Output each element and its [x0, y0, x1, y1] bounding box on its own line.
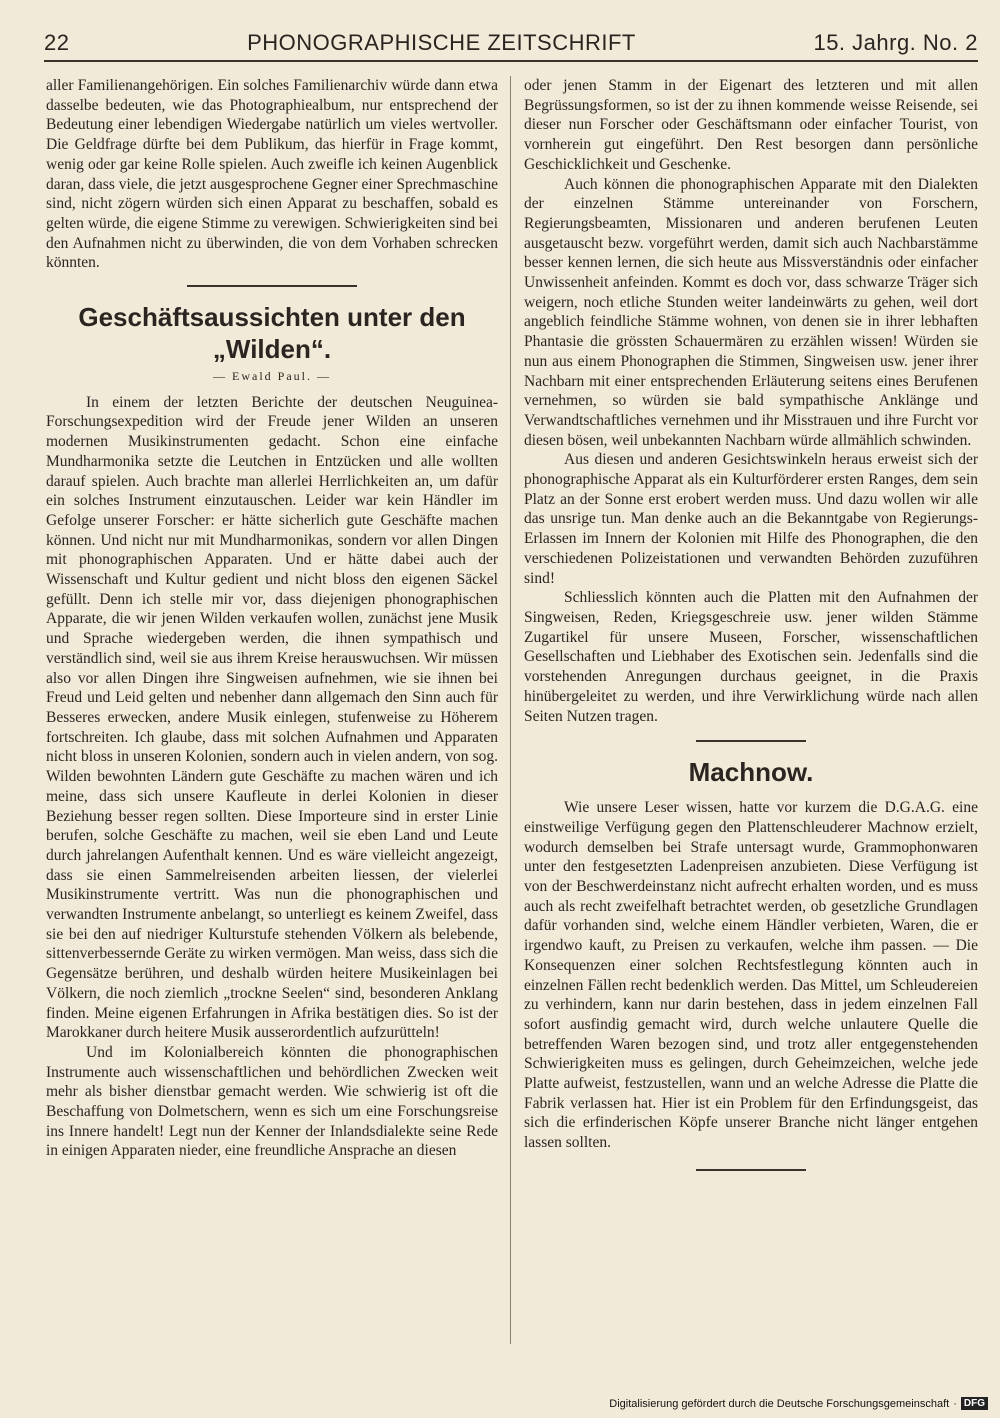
right-column	[524, 76, 978, 1171]
article-title-line1: Geschäftsaussichten unter den	[78, 302, 466, 333]
article-paragraph: In einem der letzten Berichte der deutschen Neuguinea-Forschungsexpedition wird der Freude jener Wilden an unseren modernen Musikinstrumenten gedacht. Schon eine einfache Mundharmonika setzte die Leutchen in Entzücken und alle wollten darauf spielen. Auch brachte man allerlei Herrlichkeiten an, um dafür ein solches Instrument einzutauschen. Leider war kein Händler im Gefolge unserer Forscher: er hätte sicherlich gute Geschäfte machen können. Und nicht nur mit Mundharmonikas, sondern vor allen Dingen mit phonographischen Apparaten. Und er hätte dabei auch der Wissenschaft und Kultur gedient und nicht bloss den eigenen Säckel gefüllt. Denn ich stelle mir vor, dass diejenigen phonographischen Apparate, die wir jenen Wilden verkaufen wollen, zunächst jene Musik und Sprache wiedergeben werden, die ihnen sympathisch und verständlich sind, weil sie aus ihrem Kreise herauswuchsen. Wir müssen also vor allen Dingen ihre Singweisen aufnehmen, wie sie ihnen bei Freud und Leid gelten und nebenher dann allgemach den Sinn auch für Besseres erwecken, andere Musik einlegen, stufenweise zu Höherem fortschreiten. Ich glaube, dass mit solchen Aufnahmen und Apparaten nicht bloss in unseren Kolonien, sondern auch in vielen andern, von sog. Wilden bewohnten Ländern gute Geschäfte zu machen wären und ich meine, dass sich unsere Kaufleute in derlei Kolonien in dieser Beziehung besser regen sollten. Diese Importeure sind in erster Linie berufen, solche Geschäfte zu machen, weil sie eben Land und Leute durch jahrelangen Aufenthalt kennen. Und es wäre vielleicht angezeigt, dass sie einen Sammelreisenden arbeiten liessen, der vielerlei Musikinstrumente vertritt. Was nun die phonographischen und verwandten Instrumente anbelangt, so unterliegt es keinem Zweifel, dass sie bei den auf niedriger Kulturstufe stehenden Völkern als belebende, sittenverbessernde Geräte zu wirken vermögen. Man weiss, dass sich die Gegensätze berühren, und deshalb würden heitere Musikeinlagen bei Völkern, die noch ziemlich „trockne Seelen“ sind, besonderen Anklang finden. Meine eigenen Erfahrungen in Afrika bestätigen dies. So ist der Marokkaner durch heitere Musik ausserordentlich aufzurütteln!	[46, 393, 498, 1042]
section-separator	[187, 285, 357, 287]
intro-paragraph: aller Familienangehörigen. Ein solches Familienarchiv würde dann etwa dasselbe bedeuten, wie das Photographiealbum, nur entsprechend der Bedeutung einer lebendigen Wiedergabe natürlich um vieles wertvoller. Die Geldfrage dürfte bei dem Publikum, das hierfür in Frage kommt, wenig oder gar keine Rolle spielen. Auch zweifle ich keinen Augenblick daran, dass viele, die jetzt ausgesprochene Gegner einer Sprechmaschine sind, nicht zögern würden sich einen Apparat zu beschaffen, sobald es gelten würde, die eigene Stimme zu verewigen. Schwierigkeiten sind bei den Aufnahmen nicht zu überwinden, die von dem Vorhaben schrecken könnten.	[46, 77, 498, 272]
footer-dot: ·	[953, 1397, 957, 1410]
dfg-logo-icon: DFG	[961, 1397, 988, 1410]
footer-text: Digitalisierung gefördert durch die Deutsche Forschungsgemeinschaft	[609, 1397, 950, 1410]
column-divider	[510, 76, 511, 1344]
digitization-footer	[609, 1397, 988, 1410]
article-paragraph: Schliesslich könnten auch die Platten mit den Aufnahmen der Singweisen, Reden, Kriegsgeschreie usw. jener wilden Stämme Zugartikel für unsere Museen, Forscher, wissenschaftlichen Gesellschaften und Liebhaber des Exotischen sein. Jedenfalls sind die vorstehenden Anregungen durchaus geeignet, in die Praxis hinübergeleitet zu werden, und ihre Verwirklichung würde nach allen Seiten Nutzen tragen.	[524, 589, 978, 725]
section-separator	[696, 740, 806, 742]
article-title-line2: „Wilden“.	[212, 334, 332, 365]
article-paragraph: Wie unsere Leser wissen, hatte vor kurzem die D.G.A.G. eine einstweilige Verfügung gegen den Plattenschleuderer Machnow erzielt, wodurch demselben bei Strafe untersagt wurde, Grammophonwaren unter den festgesetzten Ladenpreisen anzubieten. Diese Verfügung ist von der Beschwerdeinstanz nicht aufrecht erhalten worden, und es muss auch als recht zweifelhaft betrachtet werden, ob gesetzliche Grundlagen dafür vorhanden sind, welche einem Händler verbieten, Waren, die er irgendwo kauft, zu Preisen zu verkaufen, welche ihm passen. — Die Konsequenzen einer solchen Rechtsfestlegung könnten auch in einzelnen Fällen recht bedenklich werden. Das Mittel, um Schleudereien zu verhindern, kann nur darin bestehen, dass in jedem einzelnen Fall sofort ausfindig gemacht wird, durch welche unlautere Quelle die betreffenden Waren bezogen sind, und trotz aller entgegenstehenden Schwierigkeiten muss es gelingen, durch Geheimzeichen, welche jede Platte aufweist, festzustellen, wann und an welche Adresse die Platte die Fabrik verlassen hat. Hier ist ein Problem für den Erfindungsgeist, das sich die erfinderischen Köpfe unserer Branche nicht länger entgehen lassen sollten.	[524, 799, 978, 1152]
article-paragraph: Auch können die phonographischen Apparate mit den Dialekten der einzelnen Stämme untereinander von Forschern, Regierungsbeamten, Missionaren und anderen berufenen Leuten ausgetauscht bezw. vorgeführt werden, damit sich auch Nachbarstämme besser kennen lernen, die sich heute aus Missverständnis oder einfacher Unwissenheit anfeinden. Kommt es doch vor, dass schwarze Träger sich weigern, noch etliche Stunden weiter landeinwärts zu gehen, weil dort angeblich feindliche Stämme wohnen, von denen sie in ihrer lebhaften Phantasie die grössten Schauermären zu erzählen wissen! Würden sie nun aus einem Phonographen die Stimmen, Singweisen usw. jener ihrer Nachbarn mit einer entsprechenden Erläuterung seitens eines Berufenen vernehmen, so würden sie bald sympathische Anklänge und Verwandtschaftliches vernehmen und ihr Misstrauen und ihre Furcht vor diesen bösen, weil unbekannten Nachbarn würde allmählich schwinden.	[524, 175, 978, 449]
article2-title: Machnow.	[688, 757, 814, 788]
issue-label: 15. Jahrg. No. 2	[813, 30, 978, 55]
page-number: 22	[44, 30, 70, 55]
article-paragraph: Und im Kolonialbereich könnten die phonographischen Instrumente auch wissenschaftlichen und behördlichen Zwecken weit mehr als bisher dienstbar gemacht werden. Wie schwierig ist oft die Beschaffung von Dolmetschern, wenn es sich um eine Forschungsreise ins Innere handelt! Legt nun der Kenner der Inlandsdialekte seine Rede in einigen Apparaten nieder, eine freundliche Ansprache an diesen	[46, 1043, 498, 1160]
end-separator	[696, 1169, 806, 1171]
article-paragraph: Aus diesen und anderen Gesichtswinkeln heraus erweist sich der phonographische Apparat als ein Kulturförderer ersten Ranges, dem sein Platz an der Sonne erst erobert werden muss. Und dazu wollen wir alle das unsrige tun. Man denke auch an die Bekanntgabe von Regierungs-Erlassen im Innern der Kolonien mit Hilfe des Phonographen, die den verschiedenen Polizeistationen und verwandten Behörden zuzuführen sind!	[524, 451, 978, 587]
journal-title: PHONOGRAPHISCHE ZEITSCHRIFT	[247, 30, 636, 55]
article-byline: — Ewald Paul. —	[213, 369, 331, 384]
left-column	[46, 76, 498, 1161]
page-header	[44, 22, 978, 62]
article-paragraph: oder jenen Stamm in der Eigenart des letzteren und mit allen Begrüssungsformen, so ist der zu ihnen kommende weisse Reisende, sei dieser nun Forscher oder Geschäftsmann oder einfacher Tourist, von vornherein gut eingeführt. Den Rest besorgen dann persönliche Geschicklichkeit und Geschenke.	[524, 77, 978, 173]
